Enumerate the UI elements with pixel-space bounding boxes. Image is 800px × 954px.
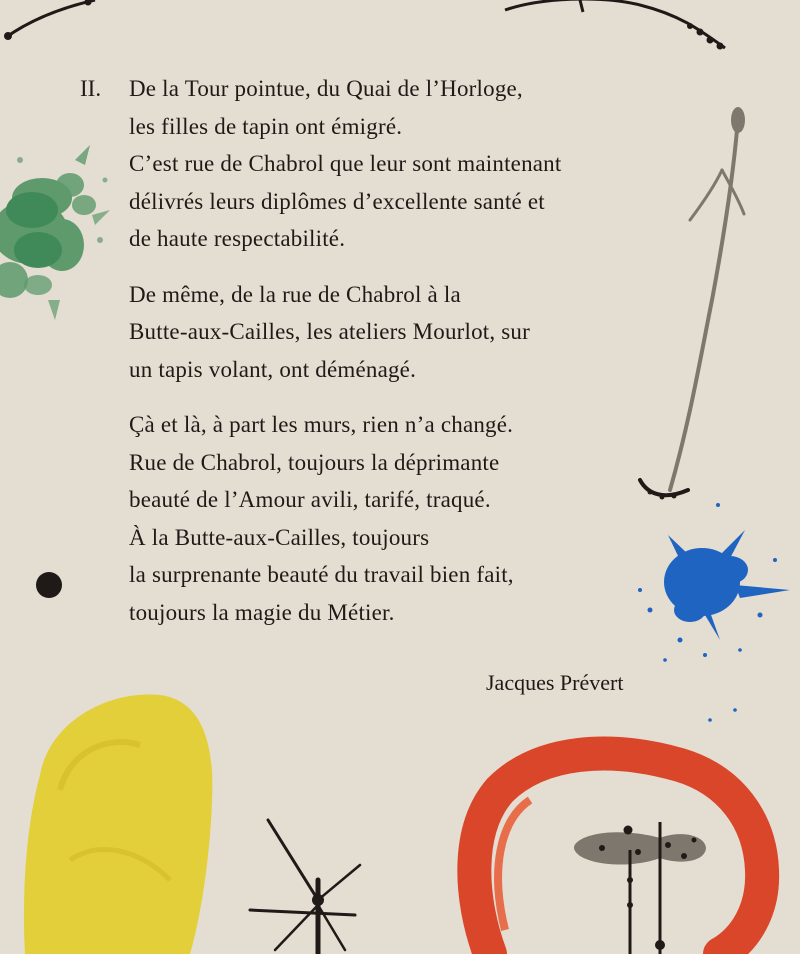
poem-line: Rue de Chabrol, toujours la déprimante [129, 449, 500, 475]
poem-line: de haute respectabilité. [129, 226, 346, 251]
top-right-arc [505, 0, 725, 50]
green-splash [0, 145, 110, 320]
poem-line: toujours la magie du Métier. [129, 599, 395, 625]
poem-line: beauté de l’Amour avili, tarifé, traqué. [129, 487, 491, 512]
poem-text [129, 70, 689, 649]
stanza-1 [129, 70, 689, 258]
black-star [250, 820, 360, 954]
poem-line: les filles de tapin ont émigré. [129, 113, 403, 139]
black-dot [36, 572, 62, 598]
stanza-2 [129, 276, 689, 389]
author-signature: Jacques Prévert [486, 670, 624, 695]
top-left-arc [4, 0, 95, 40]
stanza-numeral: II. [80, 76, 102, 101]
poem-line: C’est rue de Chabrol que leur sont maintenant [129, 151, 562, 176]
poem-line: délivrés leurs diplômes d’excellente santé et [129, 188, 545, 214]
yellow-shape [24, 694, 212, 954]
grey-bar-figure [574, 822, 706, 954]
poem-line: un tapis volant, ont déménagé. [129, 356, 417, 382]
poem-line: À la Butte-aux-Cailles, toujours [129, 524, 430, 550]
stanza-3 [129, 406, 689, 631]
poem-line: De même, de la rue de Chabrol à la [129, 281, 461, 307]
poem-line: la surprenante beauté du travail bien fait, [129, 562, 514, 587]
poem-line: Çà et là, à part les murs, rien n’a changé. [129, 412, 514, 437]
poem-line: Butte-aux-Cailles, les ateliers Mourlot, sur [129, 319, 530, 344]
poem-line: De la Tour pointue, du Quai de l’Horloge, [129, 76, 523, 101]
